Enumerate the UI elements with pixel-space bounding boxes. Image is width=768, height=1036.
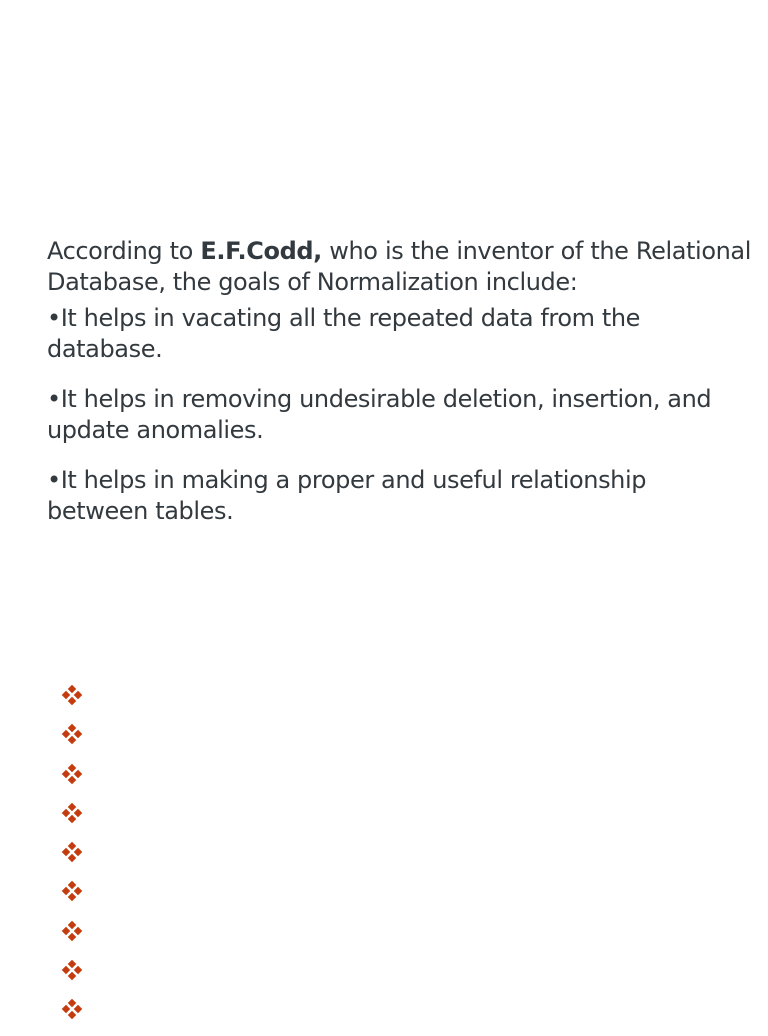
- empty-bullet-item: [63, 918, 83, 957]
- four-diamond-bullet-icon: [63, 765, 81, 783]
- slide-text-block: [47, 236, 751, 546]
- empty-bullet-item: [63, 721, 83, 760]
- intro-prefix: According to: [47, 237, 201, 265]
- empty-bullet-list: [63, 682, 83, 1036]
- intro-suffix: who is the inventor of the Relational Database, the goals of Normalization include:: [47, 237, 751, 296]
- four-diamond-bullet-icon: [63, 804, 81, 822]
- four-diamond-bullet-icon: [63, 725, 81, 743]
- four-diamond-bullet-icon: [63, 961, 81, 979]
- empty-bullet-item: [63, 996, 83, 1035]
- author-name: E.F.Codd,: [200, 237, 322, 265]
- goal-point-3: •It helps in making a proper and useful relationship between tables.: [47, 466, 647, 525]
- four-diamond-bullet-icon: [63, 686, 81, 704]
- four-diamond-bullet-icon: [63, 843, 81, 861]
- goal-point-2: •It helps in removing undesirable deletion, insertion, and update anomalies.: [47, 385, 712, 444]
- empty-bullet-item: [63, 800, 83, 839]
- empty-bullet-item: [63, 839, 83, 878]
- empty-bullet-item: [63, 957, 83, 996]
- four-diamond-bullet-icon: [63, 882, 81, 900]
- intro-paragraph: [47, 236, 751, 298]
- four-diamond-bullet-icon: [63, 1000, 81, 1018]
- empty-bullet-item: [63, 761, 83, 800]
- goal-point-1: •It helps in vacating all the repeated data from the database.: [47, 304, 641, 363]
- empty-bullet-item: [63, 682, 83, 721]
- four-diamond-bullet-icon: [63, 922, 81, 940]
- empty-bullet-item: [63, 878, 83, 917]
